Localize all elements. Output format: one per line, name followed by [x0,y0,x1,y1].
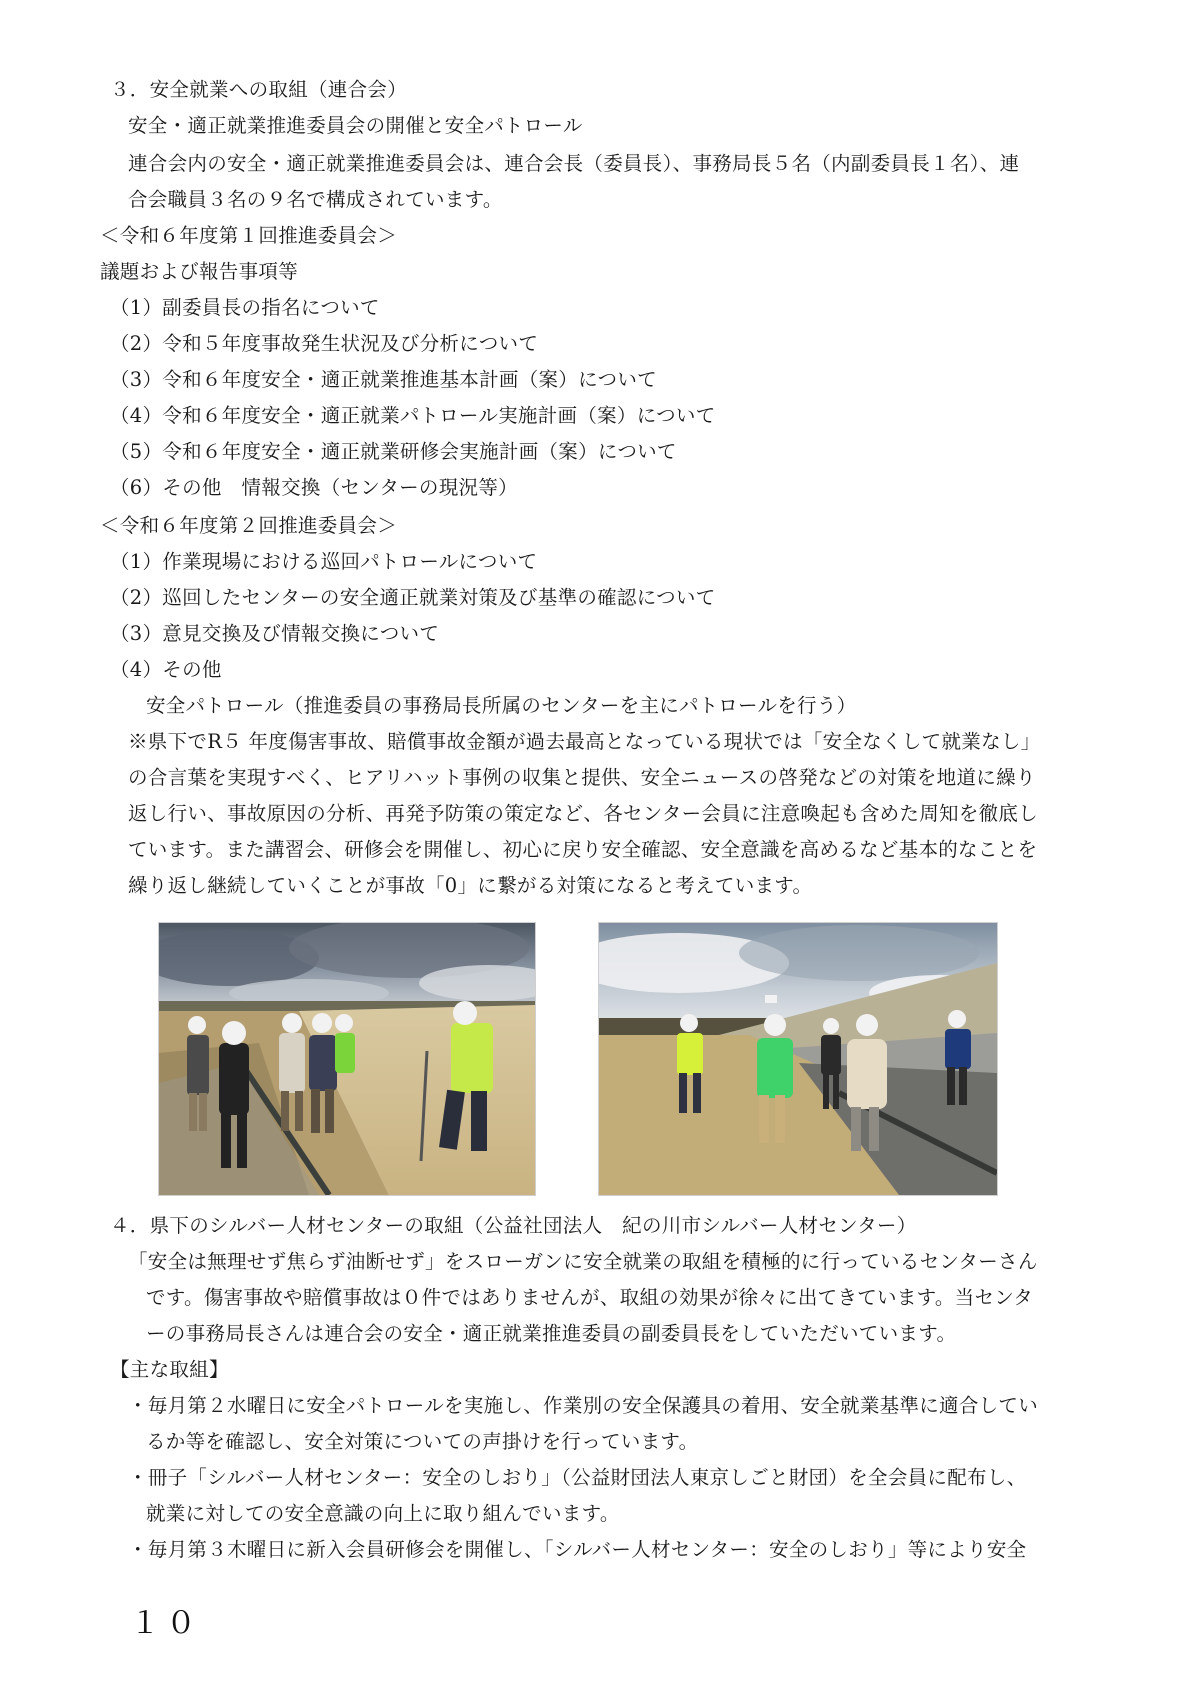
meeting2-item: （1）作業現場における巡回パトロールについて [110,550,538,573]
main-efforts-label: 【主な取組】 [110,1358,229,1381]
meeting1-title: ＜令和６年度第１回推進委員会＞ [100,224,398,247]
patrol-photo-right [598,922,998,1196]
section4-body-line: です。傷害事故や賠償事故は０件ではありませんが、取組の効果が徐々に出てきています。当センタ [146,1286,1034,1309]
meeting1-item: （1）副委員長の指名について [110,296,380,319]
bullet-line: 就業に対しての安全意識の向上に取り組んでいます。 [146,1502,620,1525]
section4-heading: ４．県下のシルバー人材センターの取組（公益社団法人 紀の川市シルバー人材センター） [110,1214,917,1237]
section4-body-line: 「安全は無理せず焦らず油断せず」をスローガンに安全就業の取組を積極的に行っているセンターさん [128,1250,1038,1273]
meeting2-item: （2）巡回したセンターの安全適正就業対策及び基準の確認について [110,586,716,609]
section3-intro-line: 連合会内の安全・適正就業推進委員会は、連合会長（委員長）、事務局長５名（内副委員長１名）、連 [128,152,1020,175]
note-line: の合言葉を実現すべく、ヒアリハット事例の収集と提供、安全ニュースの啓発などの対策を地道に繰り [128,766,1036,789]
bullet-line: ・毎月第２水曜日に安全パトロールを実施し、作業別の安全保護具の着用、安全就業基準に適合してい [128,1394,1039,1417]
bullet-line: ・毎月第３木曜日に新入会員研修会を開催し、「シルバー人材センター：安全のしおり」等により安全 [128,1538,1027,1561]
patrol-photo-left [158,922,536,1196]
note-line: ※県下でR５ 年度傷害事故、賠償事故金額が過去最高となっている現状では「安全なくして就業なし」 [128,730,1041,753]
note-line: ています。また講習会、研修会を開催し、初心に戻り安全確認、安全意識を高めるなど基本的なことを [128,838,1038,861]
note-line: 返し行い、事故原因の分析、再発予防策の策定など、各センター会員に注意喚起も含めた周知を徹底し [128,802,1039,825]
meeting1-item: （2）令和５年度事故発生状況及び分析について [110,332,539,355]
agenda-label: 議題および報告事項等 [100,260,299,283]
meeting1-item: （3）令和６年度安全・適正就業推進基本計画（案）について [110,368,657,391]
section3-heading: ３．安全就業への取組（連合会） [110,78,408,101]
page-number: １０ [130,1606,202,1641]
section4-body-line: ーの事務局長さんは連合会の安全・適正就業推進委員の副委員長をしていただいています。 [146,1322,957,1345]
section3-intro-line: 合会職員３名の９名で構成されています。 [128,188,503,211]
meeting2-item: （3）意見交換及び情報交換について [110,622,440,645]
meeting2-title: ＜令和６年度第２回推進委員会＞ [100,514,398,537]
meeting2-item: （4）その他 [110,658,222,681]
bullet-line: ・冊子「シルバー人材センター：安全のしおり」（公益財団法人東京しごと財団）を全会員に配布し、 [128,1466,1027,1489]
section3-subheading: 安全・適正就業推進委員会の開催と安全パトロール [128,114,583,137]
patrol-line: 安全パトロール（推進委員の事務局長所属のセンターを主にパトロールを行う） [146,694,857,717]
meeting1-item: （5）令和６年度安全・適正就業研修会実施計画（案）について [110,440,677,463]
bullet-line: るか等を確認し、安全対策についての声掛けを行っています。 [146,1430,699,1453]
meeting1-item: （4）令和６年度安全・適正就業パトロール実施計画（案）について [110,404,716,427]
note-line: 繰り返し継続していくことが事故「0」に繋がる対策になると考えています。 [128,874,813,897]
meeting1-item: （6）その他 情報交換（センターの現況等） [110,476,518,499]
